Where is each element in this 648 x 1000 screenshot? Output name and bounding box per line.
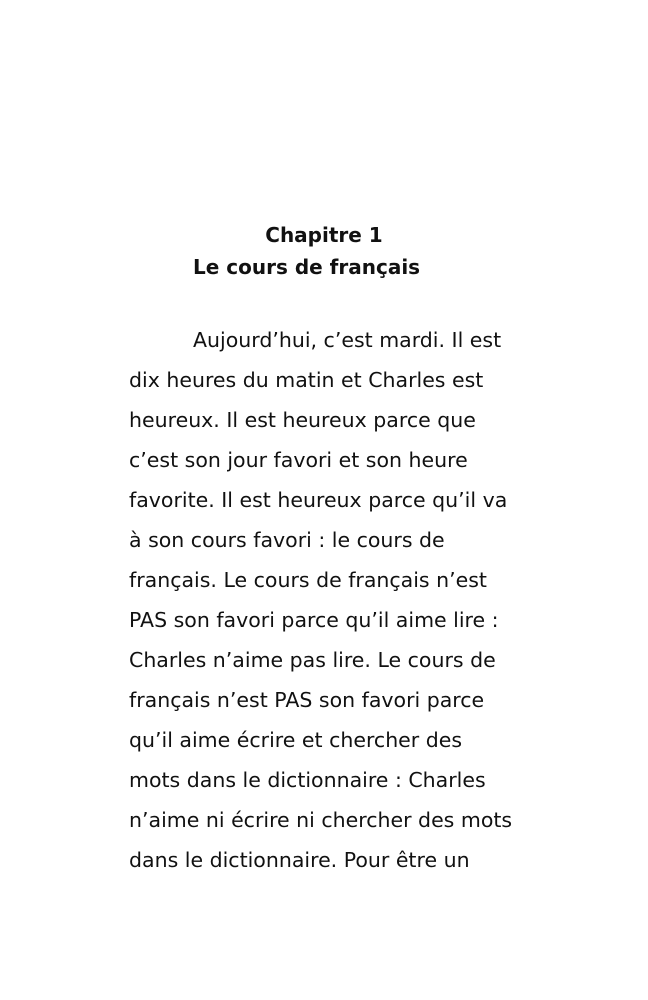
text-line: mots dans le dictionnaire : Charles — [129, 768, 486, 792]
text-line: heureux. Il est heureux parce que — [129, 408, 476, 432]
text-line: n’aime ni écrire ni chercher des mots — [129, 808, 513, 832]
text-line: Aujourd’hui, c’est mardi. Il est — [193, 328, 502, 352]
text-line: c’est son jour favori et son heure — [129, 448, 468, 472]
chapter-number: Chapitre 1 — [265, 223, 383, 247]
text-line: français n’est PAS son favori parce — [129, 688, 485, 712]
text-line: dix heures du matin et Charles est — [129, 368, 484, 392]
text-line: Charles n’aime pas lire. Le cours de — [129, 648, 496, 672]
text-line: à son cours favori : le cours de — [129, 528, 445, 552]
chapter-title: Le cours de français — [193, 255, 421, 279]
text-line: français. Le cours de français n’est — [129, 568, 487, 592]
text-line: dans le dictionnaire. Pour être un — [129, 848, 470, 872]
text-line: PAS son favori parce qu’il aime lire : — [129, 608, 499, 632]
chapter-body — [129, 320, 529, 880]
text-line: qu’il aime écrire et chercher des — [129, 728, 463, 752]
text-line: favorite. Il est heureux parce qu’il va — [129, 488, 508, 512]
